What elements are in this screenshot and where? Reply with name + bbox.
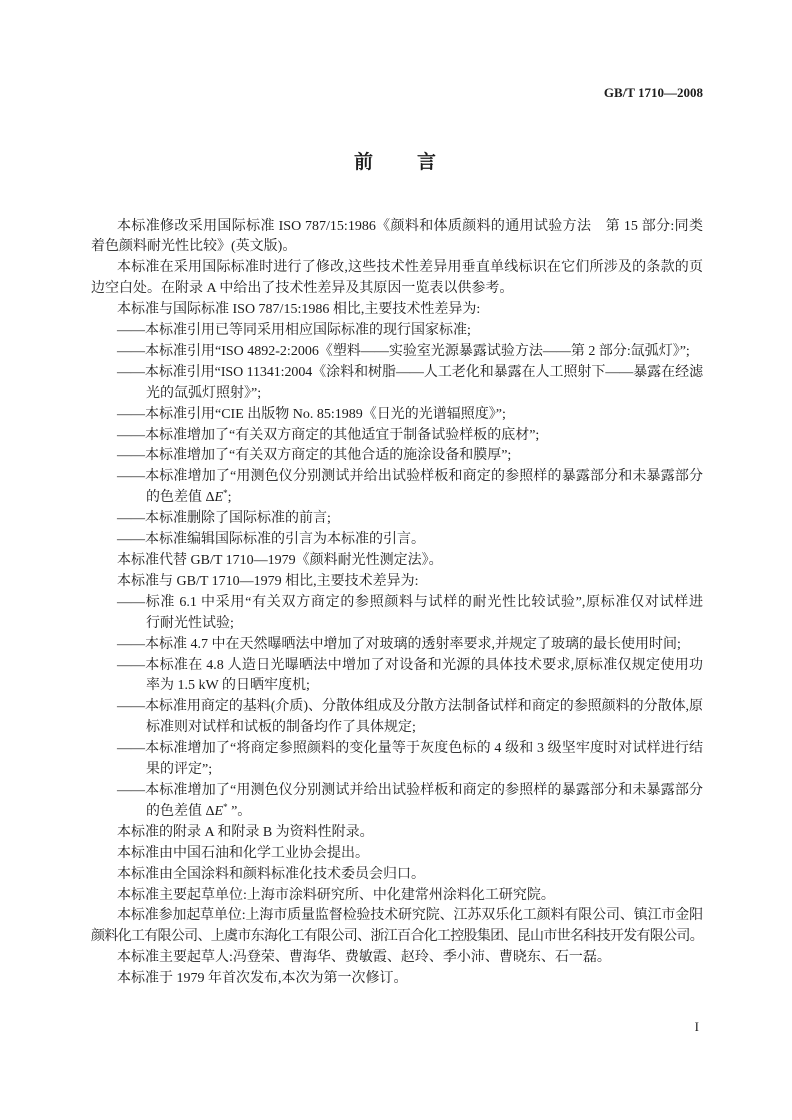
list-item [91, 321, 703, 342]
text-line: ——本标准增加了“将商定参照颜料的变化量等于灰度色标的 4 级和 3 级坚牢度时对试样进行结 [117, 741, 703, 757]
paragraph [91, 217, 703, 259]
text-line: 本标准主要起草人:冯登荣、曹海华、费敏霞、赵玲、季小沛、曹晓东、石一磊。 [117, 950, 611, 966]
text-line: ——本标准增加了“有关双方商定的其他合适的施涂设备和膜厚”; [117, 448, 512, 464]
paragraph [91, 300, 703, 321]
text-line: 本标准代替 GB/T 1710—1979《颜料耐光性测定法》。 [117, 553, 443, 568]
paragraph [91, 948, 703, 969]
text-line: 本标准与 GB/T 1710—1979 相比,主要技术差异为: [117, 573, 419, 589]
text-line: 本标准主要起草单位:上海市涂料研究所、中化建常州涂料化工研究院。 [117, 887, 555, 903]
list-item [91, 697, 703, 739]
text-line: 颜料化工有限公司、上虞市东海化工有限公司、浙江百合化工控股集团、昆山市世名科技开发有限公司。 [91, 929, 703, 945]
text-line: ——本标准在 4.8 人造日光曝晒法中增加了对设备和光源的具体技术要求,原标准仅规定使用功 [117, 657, 703, 673]
text-segment: 的色差值 [146, 490, 206, 506]
foreword-body [91, 217, 703, 991]
text-line: ——本标准增加了“用测色仪分别测试并给出试验样板和商定的参照样的暴露部分和未暴露部分 [117, 469, 703, 485]
text-line: 本标准的附录 A 和附录 B 为资料性附录。 [117, 824, 374, 840]
variable-e: E [214, 490, 224, 506]
list-item [91, 446, 703, 467]
text-line: 标准则对试样和试板的制备均作了具体规定; [146, 720, 416, 736]
list-item [91, 405, 703, 426]
list-item [91, 426, 703, 447]
text-line: 本标准修改采用国际标准 ISO 787/15:1986《颜料和体质颜料的通用试验方法 第 15 部分:同类 [117, 218, 703, 234]
paragraph [91, 572, 703, 593]
text-line: ——标准 6.1 中采用“有关双方商定的参照颜料与试样的耐光性比较试验”,原标准仅对试样进 [117, 594, 703, 610]
paragraph [91, 844, 703, 865]
list-item [91, 781, 703, 823]
text-line: 行耐光性试验; [146, 615, 234, 631]
text-line: 率为 1.5 kW 的日晒牢度机; [146, 678, 310, 694]
text-line: ——本标准引用已等同采用相应国际标准的现行国家标准; [117, 323, 471, 339]
list-item [91, 342, 703, 363]
delta-symbol: Δ [205, 803, 215, 819]
text-line: 本标准参加起草单位:上海市质量监督检验技术研究院、江苏双乐化工颜料有限公司、镇江市金阳 [117, 908, 703, 924]
paragraph [91, 551, 703, 572]
paragraph [91, 906, 703, 948]
delta-symbol: Δ [205, 490, 215, 506]
standard-number: GB/T 1710—2008 [603, 85, 703, 100]
list-item [91, 593, 703, 635]
text-line: 本标准在采用国际标准时进行了修改,这些技术性差异用垂直单线标识在它们所涉及的条款的页 [117, 260, 703, 276]
list-item [91, 530, 703, 551]
text-line: ——本标准引用“ISO 4892-2:2006《塑料——实验室光源暴露试验方法——第 2 部分:氙弧灯》”; [117, 343, 690, 359]
text-segment: ; [227, 490, 232, 506]
paragraph [91, 886, 703, 907]
text-line: 果的评定”; [146, 762, 213, 778]
list-item [91, 467, 703, 509]
text-line: ——本标准引用“CIE 出版物 No. 85:1989《日光的光谱辐照度》”; [117, 406, 506, 422]
page-title: 前 言 [353, 152, 438, 173]
text-line: 着色颜料耐光性比较》(英文版)。 [91, 239, 297, 255]
text-line: 边空白处。在附录 A 中给出了技术性差异及其原因一览表以供参考。 [91, 281, 514, 297]
text-line: ——本标准增加了“用测色仪分别测试并给出试验样板和商定的参照样的暴露部分和未暴露部分 [117, 782, 703, 798]
text-line [146, 488, 703, 509]
list-item [91, 363, 703, 405]
text-line: 本标准由全国涂料和颜料标准化技术委员会归口。 [117, 866, 425, 882]
text-line: 光的氙弧灯照射》”; [146, 385, 262, 401]
superscript-star: * [223, 488, 228, 499]
text-line: 本标准于 1979 年首次发布,本次为第一次修订。 [117, 971, 408, 987]
text-line: ——本标准 4.7 中在天然曝晒法中增加了对玻璃的透射率要求,并规定了玻璃的最长使用时间; [117, 636, 681, 652]
text-line: ——本标准用商定的基料(介质)、分散体组成及分散方法制备试样和商定的参照颜料的分散体,原 [117, 699, 703, 715]
text-line: ——本标准删除了国际标准的前言; [117, 511, 331, 527]
page-number: I [694, 1019, 699, 1034]
text-line: ——本标准增加了“有关双方商定的其他适宜于制备试验样板的底材”; [117, 427, 540, 443]
superscript-star: * [223, 801, 228, 812]
text-line: ——本标准引用“ISO 11341:2004《涂料和树脂——人工老化和暴露在人工照射下——暴露在经滤 [117, 364, 703, 380]
paragraph [91, 258, 703, 300]
paragraph [91, 969, 703, 990]
list-item [91, 739, 703, 781]
paragraph [91, 865, 703, 886]
text-line: ——本标准编辑国际标准的引言为本标准的引言。 [117, 532, 425, 548]
list-item [91, 509, 703, 530]
list-item [91, 656, 703, 698]
text-segment: 的色差值 [146, 803, 206, 819]
text-line [146, 802, 703, 823]
paragraph [91, 823, 703, 844]
variable-e: E [214, 803, 224, 819]
text-line: 本标准与国际标准 ISO 787/15:1986 相比,主要技术性差异为: [117, 302, 481, 318]
text-line: 本标准由中国石油和化学工业协会提出。 [117, 845, 369, 861]
list-item [91, 635, 703, 656]
text-segment: ”。 [227, 803, 252, 819]
